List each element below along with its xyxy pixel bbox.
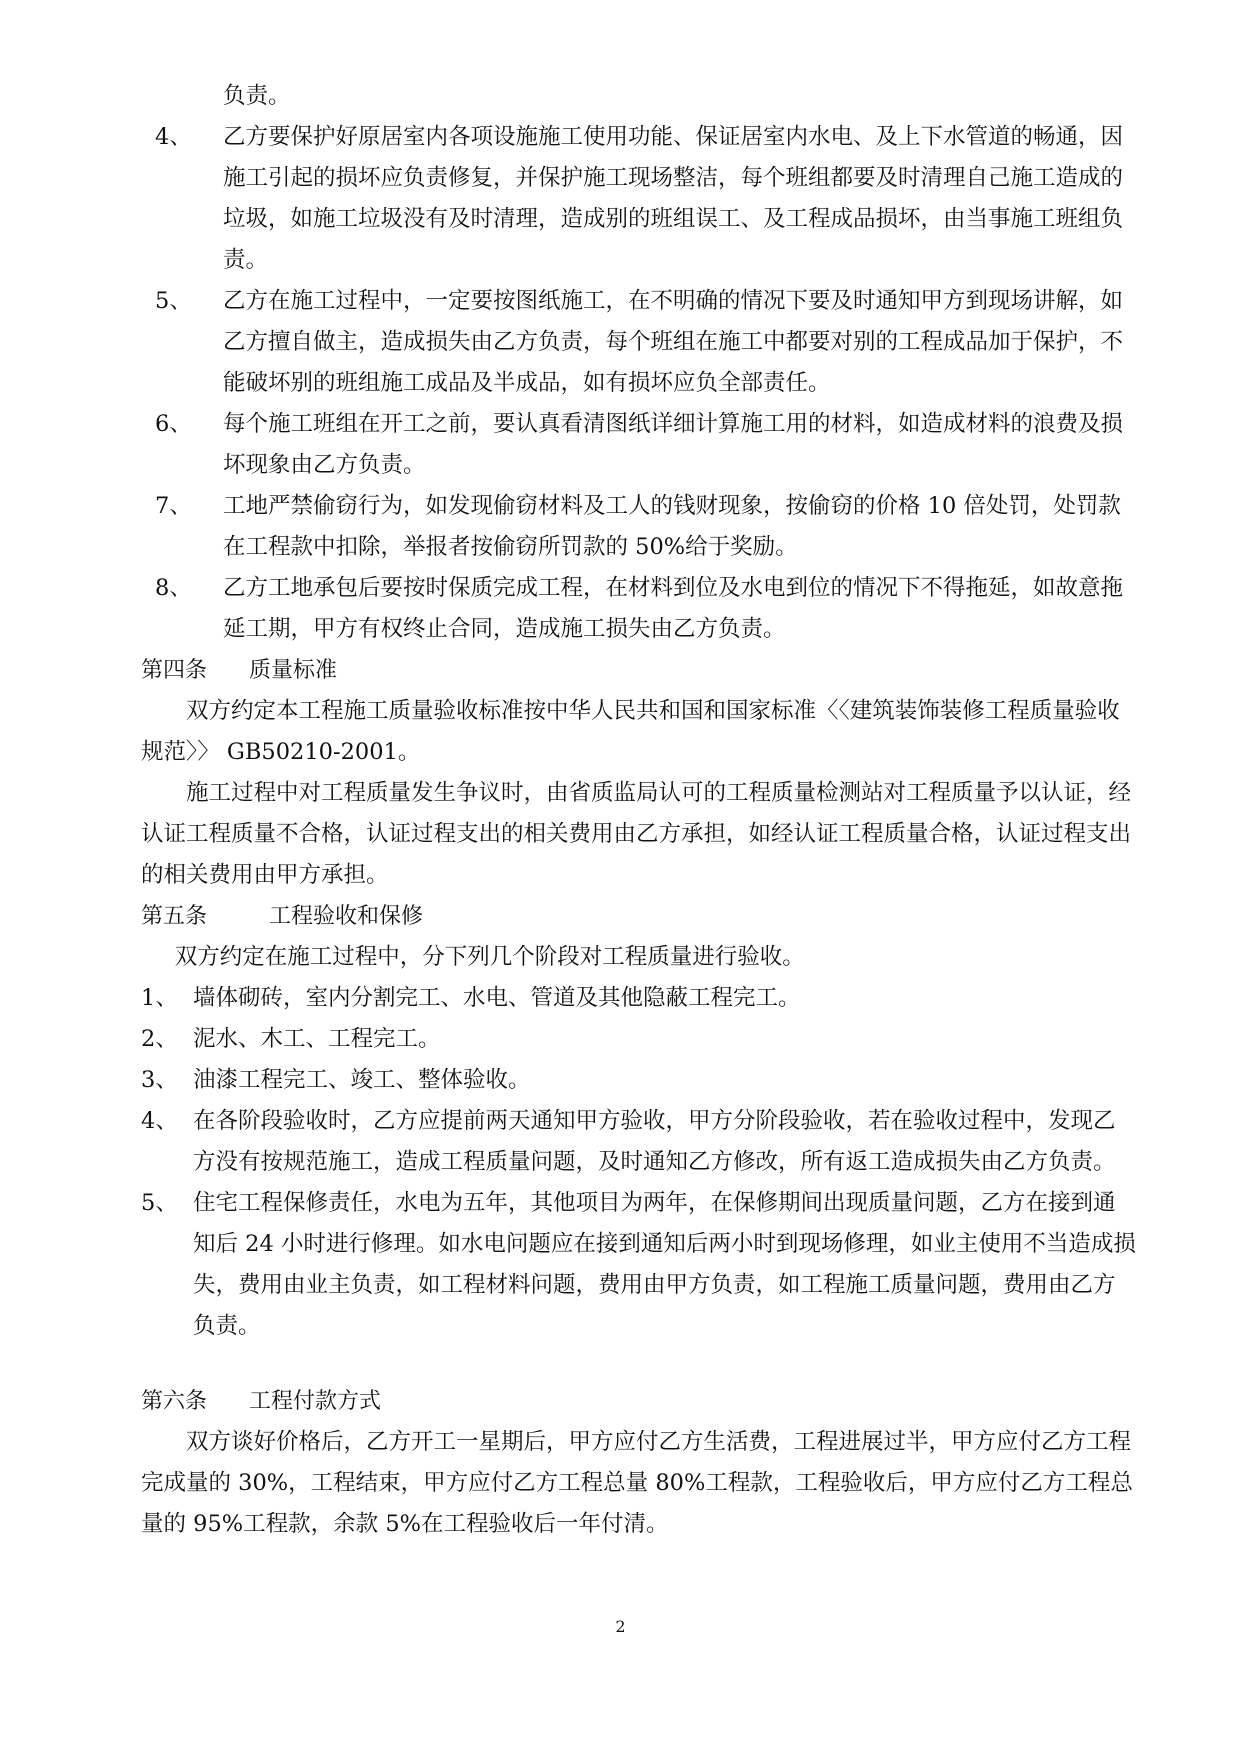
section-heading xyxy=(141,896,1136,937)
list-item-text: 乙方工地承包后要按时保质完成工程，在材料到位及水电到位的情况下不得拖延，如故意拖延工期，甲方有权终止合同，造成施工损失由乙方负责。 xyxy=(223,575,1124,642)
list-item-number: 3、 xyxy=(141,1067,178,1093)
list-item-number: 4、 xyxy=(141,1108,178,1134)
spacer xyxy=(141,1347,1136,1381)
list-item-number: 6、 xyxy=(155,411,192,437)
list-item-text: 乙方在施工过程中，一定要按图纸施工，在不明确的情况下要及时通知甲方到现场讲解，如乙方擅自做主，造成损失由乙方负责，每个班组在施工中都要对别的工程成品加于保护，不能破坏别的班组施工成品及半成品，如有损坏应负全部责任。 xyxy=(223,288,1124,396)
list-item xyxy=(141,1019,1136,1060)
article-number: 第五条 xyxy=(141,904,208,929)
paragraph: 施工过程中对工程质量发生争议时，由省质监局认可的工程质量检测站对工程质量予以认证，经认证工程质量不合格，认证过程支出的相关费用由乙方承担，如经认证工程质量合格，认证过程支出的相关费用由甲方承担。 xyxy=(141,780,1132,888)
document-body xyxy=(141,76,1136,1545)
list-item-text: 住宅工程保修责任，水电为五年，其他项目为两年，在保修期间出现质量问题，乙方在接到通知后 24 小时进行修理。如水电问题应在接到通知后两小时到现场修理，如业主使用不当造成损失，费用由业主负责，如工程材料问题，费用由甲方负责，如工程施工质量问题，费用由乙方负责。 xyxy=(193,1190,1136,1339)
list-item xyxy=(141,1060,1136,1101)
list-item-number: 2、 xyxy=(141,1026,178,1052)
list-item xyxy=(155,486,1136,568)
paragraph: 双方谈好价格后，乙方开工一星期后，甲方应付乙方生活费，工程进展过半，甲方应付乙方工程完成量的 30%，工程结束，甲方应付乙方工程总量 80%工程款，工程验收后，甲方应付乙方工程总量的 95%工程款，余款 5%在工程验收后一年付清。 xyxy=(141,1429,1133,1537)
article-number: 第四条 xyxy=(141,658,208,683)
section-heading xyxy=(141,1381,1136,1422)
list-item-number: 7、 xyxy=(155,493,192,519)
paragraph: 双方约定在施工过程中，分下列几个阶段对工程质量进行验收。 xyxy=(174,944,805,970)
list-item-text: 油漆工程完工、竣工、整体验收。 xyxy=(193,1067,531,1093)
list-item-text: 每个施工班组在开工之前，要认真看清图纸详细计算施工用的材料，如造成材料的浪费及损坏现象由乙方负责。 xyxy=(223,411,1124,478)
paragraph: 双方约定本工程施工质量验收标准按中华人民共和国和国家标准〈〈建筑装饰装修工程质量验收规范〉〉 GB50210-2001。 xyxy=(141,698,1120,765)
section-title: 质量标准 xyxy=(249,658,338,683)
section-title: 工程验收和保修 xyxy=(269,904,424,929)
list-continuation: 负责。 xyxy=(223,83,291,109)
responsibility-list xyxy=(155,117,1136,650)
list-item xyxy=(141,1101,1136,1183)
article-number: 第六条 xyxy=(141,1389,208,1414)
section-heading xyxy=(141,650,1136,691)
list-item xyxy=(141,1183,1136,1347)
list-item-text: 在各阶段验收时，乙方应提前两天通知甲方验收，甲方分阶段验收，若在验收过程中，发现乙方没有按规范施工，造成工程质量问题，及时通知乙方修改，所有返工造成损失由乙方负责。 xyxy=(193,1108,1116,1175)
list-item xyxy=(155,281,1136,404)
list-item xyxy=(141,978,1136,1019)
list-item xyxy=(155,568,1136,650)
list-item-text: 泥水、木工、工程完工。 xyxy=(193,1026,441,1052)
list-item-number: 5、 xyxy=(155,288,192,314)
list-item-text: 乙方要保护好原居室内各项设施施工使用功能、保证居室内水电、及上下水管道的畅通，因施工引起的损坏应负责修复，并保护施工现场整洁，每个班组都要及时清理自己施工造成的垃圾，如施工垃圾没有及时清理，造成别的班组误工、及工程成品损坏，由当事施工班组负责。 xyxy=(223,124,1124,273)
section-title: 工程付款方式 xyxy=(249,1389,382,1414)
page-number: 2 xyxy=(615,1617,626,1636)
acceptance-list xyxy=(141,978,1136,1347)
list-item-text: 墙体砌砖，室内分割完工、水电、管道及其他隐蔽工程完工。 xyxy=(193,985,801,1011)
list-item-number: 4、 xyxy=(155,124,192,150)
list-item-text: 工地严禁偷窃行为，如发现偷窃材料及工人的钱财现象，按偷窃的价格 10 倍处罚，处罚款在工程款中扣除，举报者按偷窃所罚款的 50%给于奖励。 xyxy=(223,493,1121,560)
list-item xyxy=(155,404,1136,486)
list-item xyxy=(155,117,1136,281)
list-item-number: 1、 xyxy=(141,985,178,1011)
list-item-number: 5、 xyxy=(141,1190,178,1216)
list-item-number: 8、 xyxy=(155,575,192,601)
